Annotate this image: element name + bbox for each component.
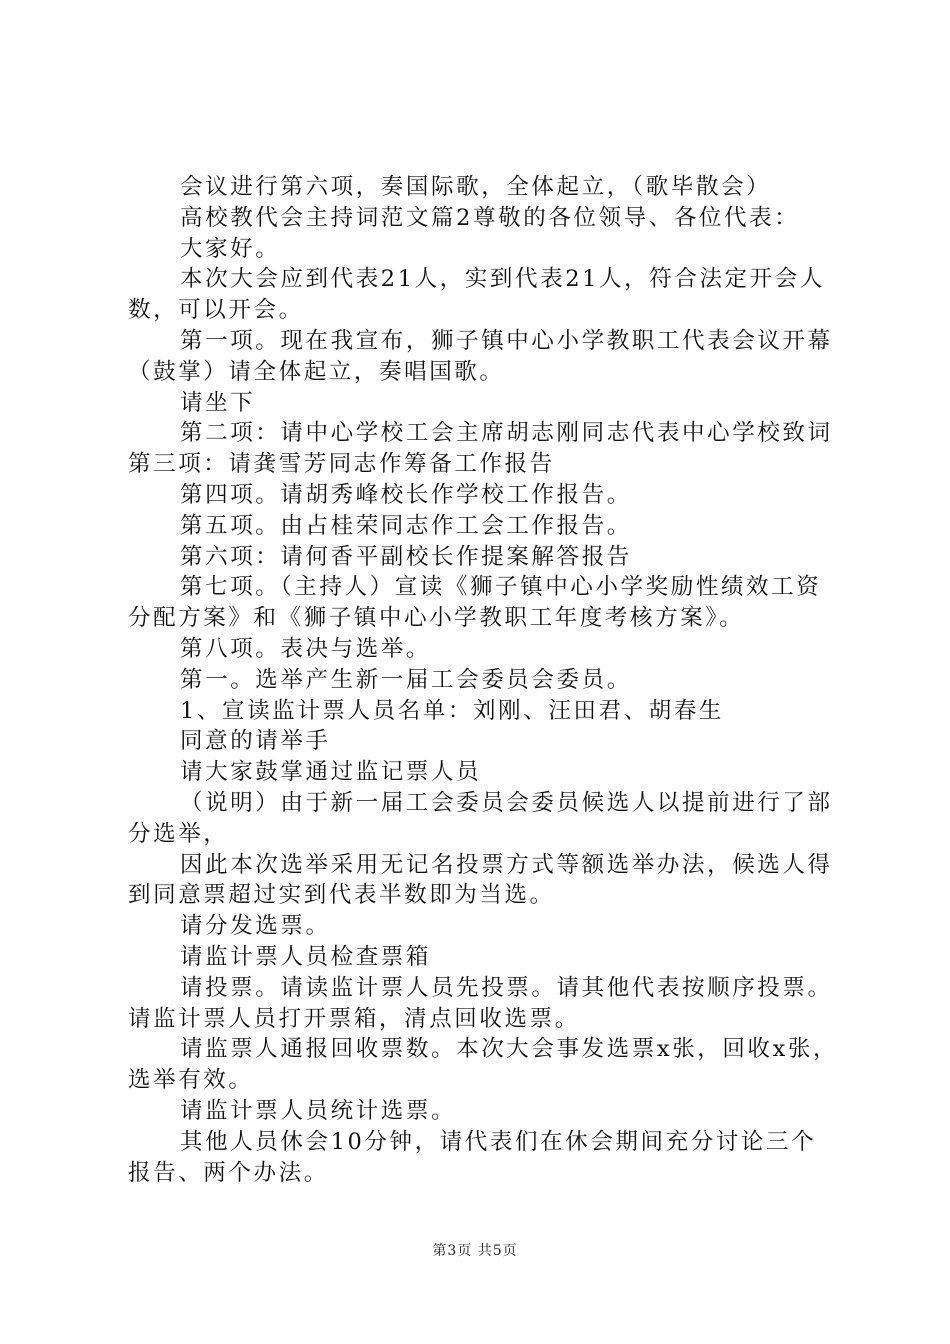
paragraph: 大家好。 xyxy=(180,235,281,262)
paragraph: 第一。选举产生新一届工会委员会委员。 xyxy=(180,666,632,693)
paragraph: 第四项。请胡秀峰校长作学校工作报告。 xyxy=(180,481,632,508)
paragraph: 1、宣读监计票人员名单：刘刚、汪田君、胡春生 xyxy=(180,697,725,724)
paragraph: 请监票人通报回收票数。本次大会事发选票x张，回收x张，选举有效。 xyxy=(128,1036,839,1094)
document-body xyxy=(128,172,840,1188)
paragraph: 同意的请举手 xyxy=(180,728,331,755)
paragraph: 请坐下 xyxy=(180,389,256,416)
paragraph: 请大家鼓掌通过监记票人员 xyxy=(180,759,482,786)
paragraph: 第五项。由占桂荣同志作工会工作报告。 xyxy=(180,512,632,539)
paragraph: 请投票。请读监计票人员先投票。请其他代表按顺序投票。请监计票人员打开票箱，清点回收选票。 xyxy=(128,974,833,1032)
paragraph: 第二项：请中心学校工会主席胡志刚同志代表中心学校致词第三项：请龚雪芳同志作筹备工作报告 xyxy=(128,420,833,478)
paragraph: 会议进行第六项，奏国际歌，全体起立，（歌毕散会） xyxy=(180,174,772,200)
page-number-footer: 第3页 共5页 xyxy=(432,1243,518,1259)
paragraph: 第一项。现在我宣布，狮子镇中心小学教职工代表会议开幕（鼓掌）请全体起立，奏唱国歌。 xyxy=(128,327,833,385)
paragraph: 请分发选票。 xyxy=(180,913,331,940)
paragraph: 本次大会应到代表21人，实到代表21人，符合法定开会人数，可以开会。 xyxy=(128,266,825,324)
paragraph: 因此本次选举采用无记名投票方式等额选举办法，候选人得到同意票超过实到代表半数即为当选。 xyxy=(128,851,833,909)
paragraph: 第七项。（主持人）宣读《狮子镇中心小学奖励性绩效工资分配方案》和《狮子镇中心小学教职工年度考核方案》。 xyxy=(128,574,822,632)
paragraph: 第八项。表决与选举。 xyxy=(180,635,432,662)
paragraph: （说明）由于新一届工会委员会委员候选人以提前进行了部分选举， xyxy=(128,789,833,847)
paragraph: 第六项：请何香平副校长作提案解答报告 xyxy=(180,543,632,570)
paragraph: 请监计票人员统计选票。 xyxy=(180,1097,457,1124)
paragraph: 其他人员休会10分钟，请代表们在休会期间充分讨论三个报告、两个办法。 xyxy=(128,1128,817,1186)
paragraph: 高校教代会主持词范文篇2尊敬的各位领导、各位代表： xyxy=(180,204,800,231)
paragraph: 请监计票人员检查票箱 xyxy=(180,943,432,970)
